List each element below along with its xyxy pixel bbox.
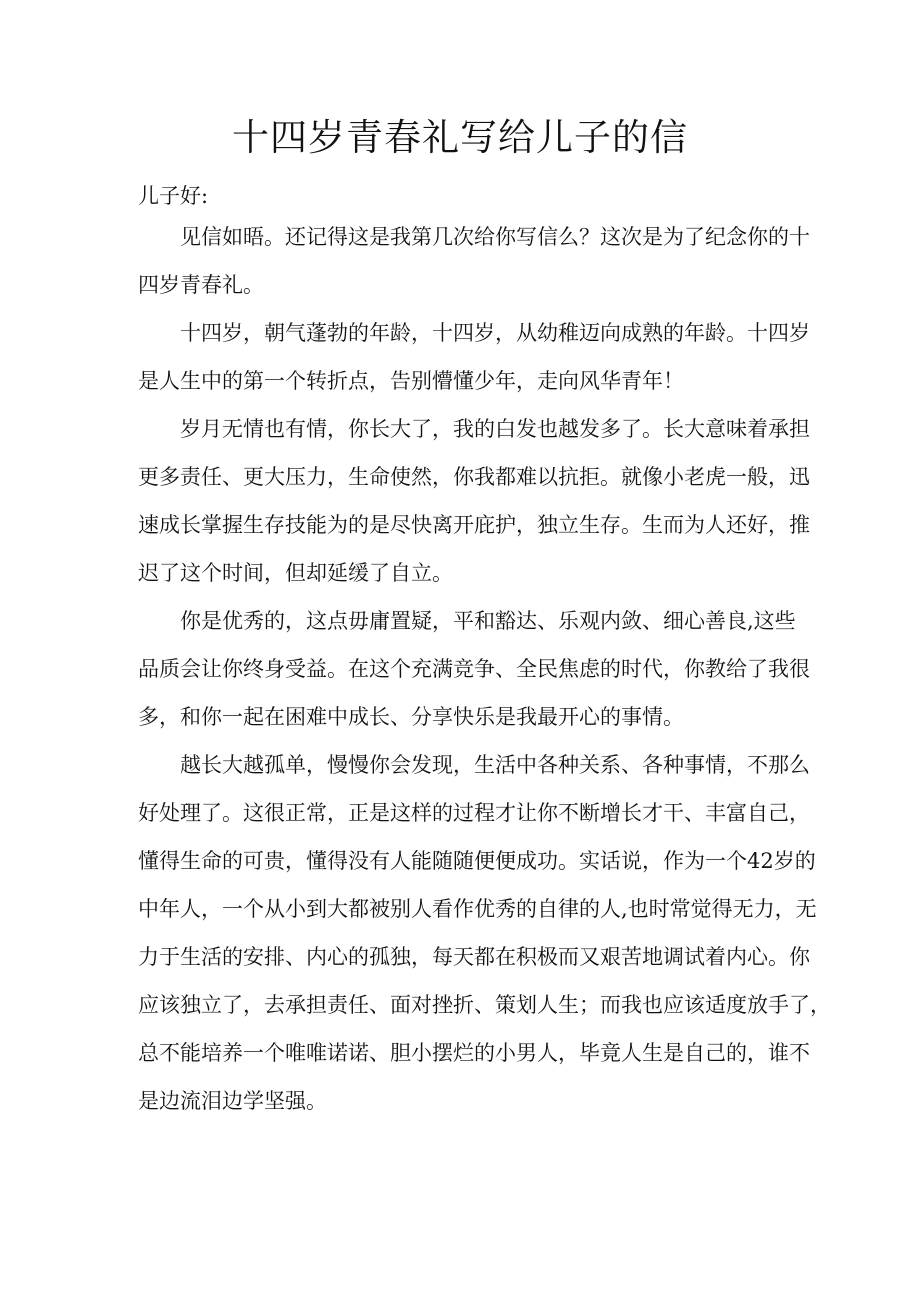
body-line: 力于生活的安排、内心的孤独，每天都在积极而又艰苦地调试着内心。你 [138, 945, 810, 969]
body-line: 岁月无情也有情，你长大了，我的白发也越发多了。长大意味着承担 [180, 417, 810, 441]
body-line: 多，和你一起在困难中成长、分享快乐是我最开心的事情。 [138, 705, 684, 729]
body-line: 应该独立了，去承担责任、面对挫折、策划人生；而我也应该适度放手了， [138, 993, 831, 1017]
letter-title: 十四岁青春礼写给儿子的信 [232, 116, 688, 159]
body-line: 懂得生命的可贵，懂得没有人能随随便便成功。实话说，作为一个42岁的 [138, 849, 816, 873]
body-line: 总不能培养一个唯唯诺诺、胆小摆烂的小男人，毕竟人生是自己的，谁不 [138, 1041, 810, 1065]
body-line: 见信如晤。还记得这是我第几次给你写信么？这次是为了纪念你的十 [180, 225, 810, 249]
body-line: 越长大越孤单，慢慢你会发现，生活中各种关系、各种事情，不那么 [180, 753, 810, 777]
body-line: 更多责任、更大压力，生命使然，你我都难以抗拒。就像小老虎一般，迅 [138, 465, 810, 489]
body-line: 速成长掌握生存技能为的是尽快离开庇护，独立生存。生而为人还好，推 [138, 513, 810, 537]
body-line: 十四岁，朝气蓬勃的年龄，十四岁，从幼稚迈向成熟的年龄。十四岁 [180, 321, 810, 345]
body-line: 是边流泪边学坚强。 [138, 1089, 327, 1113]
body-line: 好处理了。这很正常，正是这样的过程才让你不断增长才干、丰富自己， [138, 801, 810, 825]
body-line: 是人生中的第一个转折点，告别懵懂少年，走向风华青年！ [138, 369, 684, 393]
body-line: 迟了这个时间，但却延缓了自立。 [138, 561, 453, 585]
body-line: 品质会让你终身受益。在这个充满竞争、全民焦虑的时代，你教给了我很 [138, 657, 810, 681]
body-line: 你是优秀的，这点毋庸置疑，平和豁达、乐观内敛、细心善良,这些 [180, 609, 796, 633]
salutation: 儿子好: [138, 184, 209, 208]
body-line: 中年人，一个从小到大都被别人看作优秀的自律的人,也时常觉得无力，无 [138, 897, 817, 921]
body-line: 四岁青春礼。 [138, 273, 264, 297]
